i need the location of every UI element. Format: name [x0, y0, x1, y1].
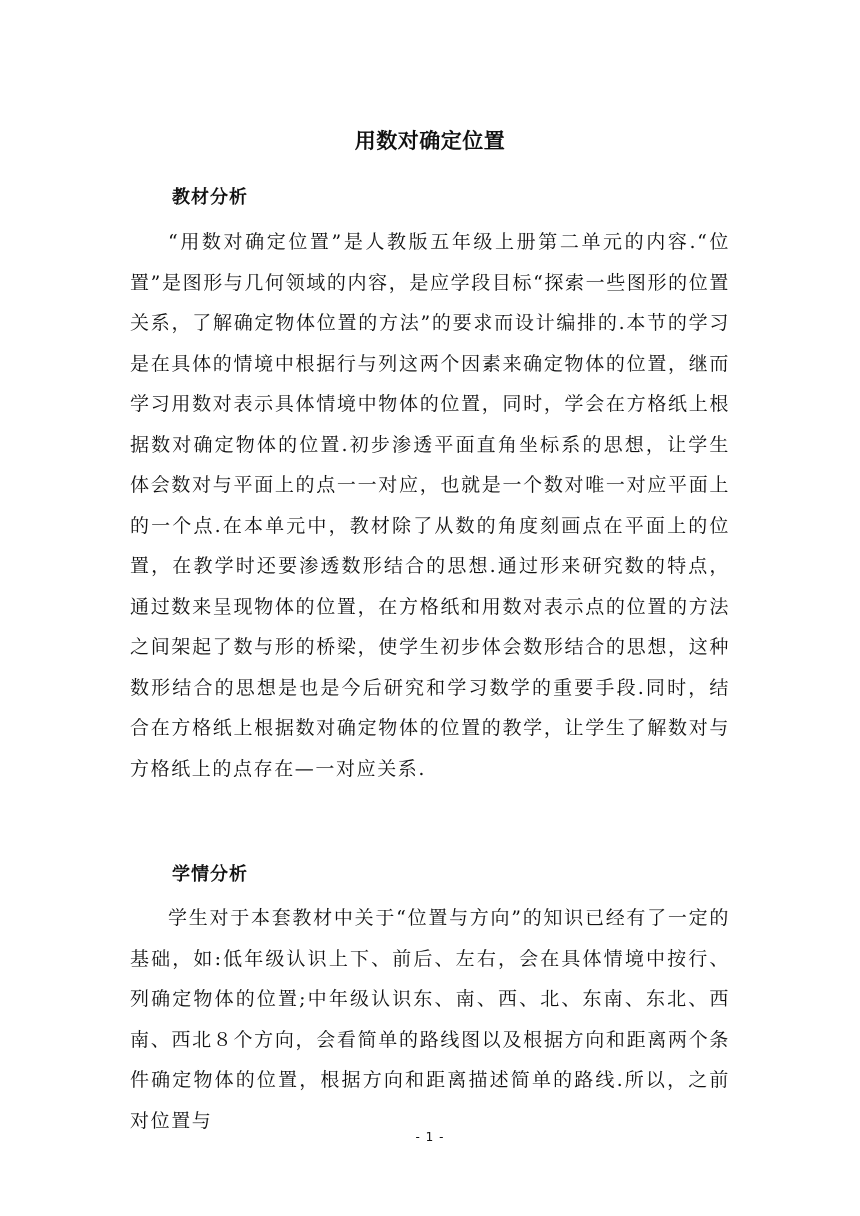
page-number: - 1 -: [415, 1130, 445, 1144]
section-body-student-analysis: 学生对于本套教材中关于“位置与方向”的知识已经有了一定的基础，如:低年级认识上下、前后、左右，会在具体情境中按行、列确定物体的位置;中年级认识东、南、西、北、东南、东北、西南、西北８个方向，会看简单的路线图以及根据方向和距离两个条件确定物体的位置，根据方向和距离描述简单的路线.所以，之前对位置与: [130, 907, 730, 1132]
section-heading-textbook-analysis: 教材分析: [172, 187, 248, 208]
section-body-textbook-analysis: “用数对确定位置”是人教版五年级上册第二单元的内容.“位置”是图形与几何领域的内容，是应学段目标“探索一些图形的位置关系，了解确定物体位置的方法”的要求而设计编排的.本节的学习是在具体的情境中根据行与列这两个因素来确定物体的位置，继而学习用数对表示具体情境中物体的位置，同时，学会在方格纸上根据数对确定物体的位置.初步渗透平面直角坐标系的思想，让学生体会数对与平面上的点一一对应，也就是一个数对唯一对应平面上的一个点.在本单元中，教材除了从数的角度刻画点在平面上的位置，在教学时还要渗透数形结合的思想.通过形来研究数的特点，通过数来呈现物体的位置，在方格纸和用数对表示点的位置的方法之间架起了数与形的桥梁，使学生初步体会数形结合的思想，这种数形结合的思想是也是今后研究和学习数学的重要手段.同时，结合在方格纸上根据数对确定物体的位置的教学，让学生了解数对与方格纸上的点存在—一对应关系.: [130, 231, 730, 780]
section-heading-student-analysis: 学情分析: [172, 864, 248, 885]
document-title: 用数对确定位置: [354, 129, 506, 153]
